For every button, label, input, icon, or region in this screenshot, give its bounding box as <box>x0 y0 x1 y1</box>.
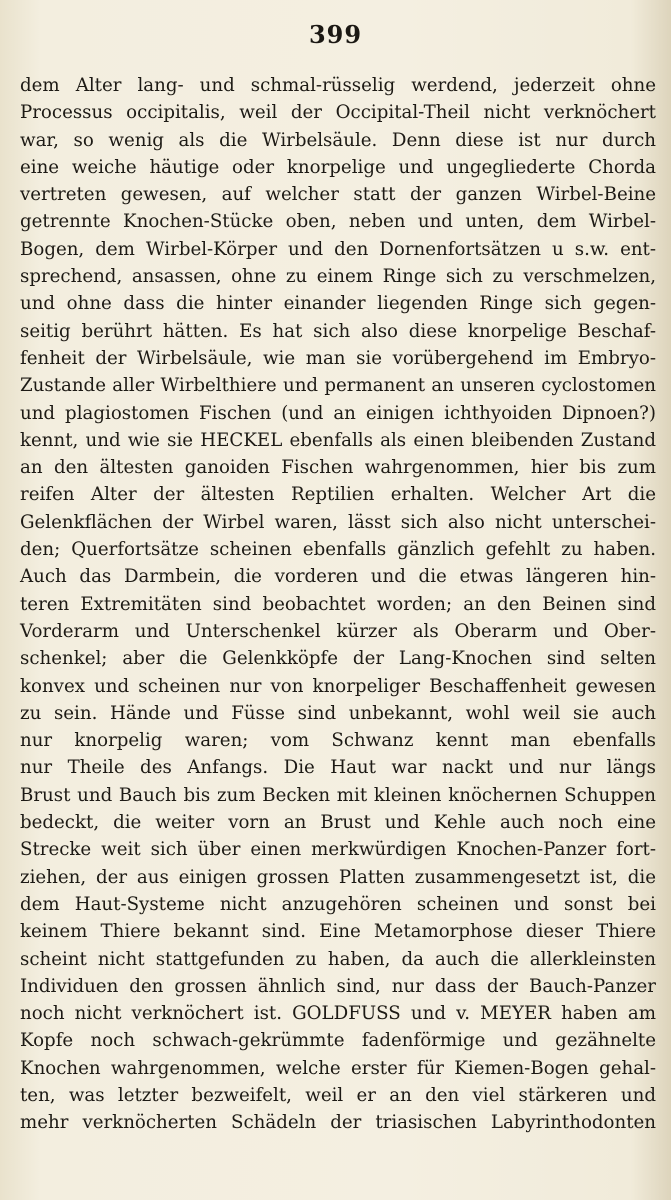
text-line: teren Extremitäten sind beobachtet worden; an den Beinen sind <box>20 593 656 615</box>
text-line: dem Alter lang- und schmal-rüsselig werdend, jederzeit ohne <box>20 75 656 96</box>
text-line: Kopfe noch schwach-gekrümmte fadenförmige und gezähnelte <box>20 1030 656 1052</box>
text-line: an den ältesten ganoiden Fischen wahrgenommen, hier bis zum <box>20 457 656 479</box>
text-line: vertreten gewesen, auf welcher statt der ganzen Wirbel-Beine <box>20 184 656 206</box>
body-text <box>20 72 656 1137</box>
text-line: kennt, und wie sie HECKEL ebenfalls als einen bleibenden Zustand <box>20 429 656 451</box>
text-line: ziehen, der aus einigen grossen Platten zusammengesetzt ist, die <box>20 866 656 888</box>
text-line: fenheit der Wirbelsäule, wie man sie vorübergehend im Embryo- <box>20 347 656 369</box>
text-line: war, so wenig als die Wirbelsäule. Denn diese ist nur durch <box>20 129 656 151</box>
text-line: Brust und Bauch bis zum Becken mit kleinen knöchernen Schuppen <box>20 784 656 806</box>
text-line: getrennte Knochen-Stücke oben, neben und unten, dem Wirbel- <box>20 211 656 233</box>
text-line: Gelenkflächen der Wirbel waren, lässt sich also nicht unterschei- <box>20 511 656 533</box>
text-line: Bogen, dem Wirbel-Körper und den Dornenfortsätzen u s.w. ent- <box>20 238 656 260</box>
text-line: sprechend, ansassen, ohne zu einem Ringe sich zu verschmelzen, <box>20 266 656 288</box>
page-number: 399 <box>308 20 363 49</box>
text-line: dem Haut-Systeme nicht anzugehören scheinen und sonst bei <box>20 893 656 915</box>
text-line: scheint nicht stattgefunden zu haben, da auch die allerkleinsten <box>20 948 656 970</box>
text-line: eine weiche häutige oder knorpelige und ungegliederte Chorda <box>20 156 656 178</box>
text-line: und ohne dass die hinter einander liegenden Ringe sich gegen- <box>20 293 656 315</box>
text-line: ten, was letzter bezweifelt, weil er an den viel stärkeren und <box>20 1084 656 1106</box>
text-line: keinem Thiere bekannt sind. Eine Metamorphose dieser Thiere <box>20 921 656 943</box>
text-line: mehr verknöcherten Schädeln der triasischen Labyrinthodonten <box>20 1112 656 1134</box>
text-line: und plagiostomen Fischen (und an einigen ichthyoiden Dipnoen?) <box>20 402 656 424</box>
text-line: Auch das Darmbein, die vorderen und die etwas längeren hin- <box>20 566 656 588</box>
text-line: seitig berührt hätten. Es hat sich also diese knorpelige Beschaf- <box>20 320 656 342</box>
text-line: Vorderarm und Unterschenkel kürzer als Oberarm und Ober- <box>20 620 656 642</box>
text-line: Zustande aller Wirbelthiere und permanent an unseren cyclostomen <box>20 375 656 397</box>
text-line: Processus occipitalis, weil der Occipital-Theil nicht verknöchert <box>20 102 656 124</box>
text-line: Strecke weit sich über einen merkwürdigen Knochen-Panzer fort- <box>20 839 656 861</box>
text-line: zu sein. Hände und Füsse sind unbekannt, wohl weil sie auch <box>20 702 656 724</box>
text-line: schenkel; aber die Gelenkköpfe der Lang-Knochen sind selten <box>20 648 656 670</box>
text-line: bedeckt, die weiter vorn an Brust und Kehle auch noch eine <box>20 812 656 834</box>
text-line: Knochen wahrgenommen, welche erster für Kiemen-Bogen gehal- <box>20 1057 656 1079</box>
text-line: noch nicht verknöchert ist. GOLDFUSS und v. MEYER haben am <box>20 1003 656 1025</box>
text-line: konvex und scheinen nur von knorpeliger Beschaffenheit gewesen <box>20 675 656 697</box>
text-line: den; Querfortsätze scheinen ebenfalls gänzlich gefehlt zu haben. <box>20 539 656 561</box>
text-line: Individuen den grossen ähnlich sind, nur dass der Bauch-Panzer <box>20 975 656 997</box>
text-line: nur Theile des Anfangs. Die Haut war nackt und nur längs <box>20 757 656 779</box>
text-line: reifen Alter der ältesten Reptilien erhalten. Welcher Art die <box>20 484 656 506</box>
text-line: nur knorpelig waren; vom Schwanz kennt man ebenfalls <box>20 730 656 752</box>
